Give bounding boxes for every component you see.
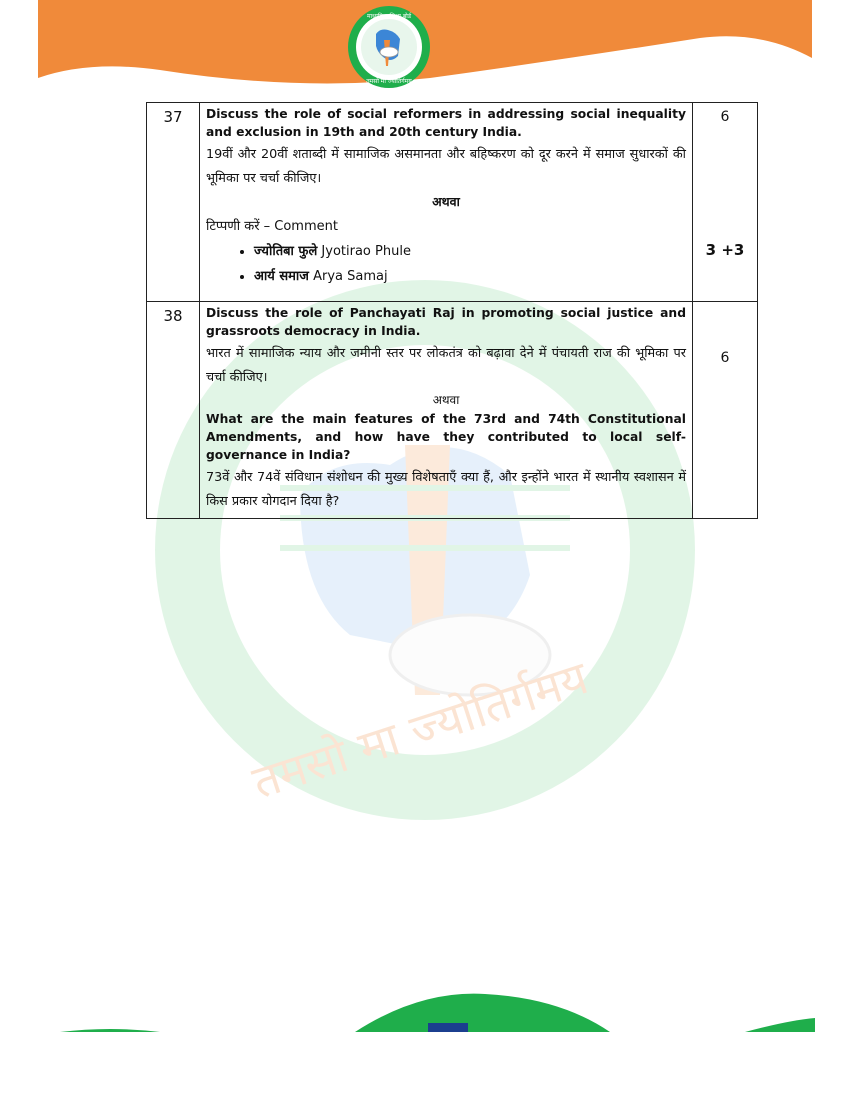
logo-bottom-text: तमसो मा ज्योतिर्गमय <box>366 78 412 85</box>
or-separator: अथवा <box>432 194 460 209</box>
topic-english: Arya Samaj <box>313 269 388 284</box>
marks-cell <box>693 302 758 519</box>
list-item <box>254 239 686 264</box>
question-body <box>200 103 693 302</box>
board-logo <box>346 4 432 90</box>
question-row <box>147 103 758 302</box>
marks-split-value: 3 +3 <box>705 241 745 259</box>
topic-hindi: आर्य समाज <box>254 269 309 284</box>
footer-green-band <box>0 990 850 1050</box>
watermark-motto: तमसो मा ज्योतिर्गमय <box>245 650 595 810</box>
question-text-hindi: 19वीं और 20वीं शताब्दी में सामाजिक असमानता और बहिष्करण को दूर करने में समाज सुधारकों की भूमिका पर चर्चा कीजिए। <box>206 147 686 186</box>
question-text-english: Discuss the role of social reformers in addressing social inequality and exclusion in 19th and 20th century India. <box>206 107 686 139</box>
alternate-question-hindi: 73वें और 74वें संविधान संशोधन की मुख्य विशेषताएँ क्या हैं, और इन्होंने भारत में स्थानीय स्वशासन में किस प्रकार योगदान दिया है? <box>206 470 686 509</box>
question-text-hindi: भारत में सामाजिक न्याय और जमीनी स्तर पर लोकतंत्र को बढ़ावा देने में पंचायती राज की भूमिका पर चर्चा कीजिए। <box>206 346 686 385</box>
comment-label: टिप्पणी करें – Comment <box>206 219 338 234</box>
question-body <box>200 302 693 519</box>
logo-top-text: माध्यमिक शिक्षा बोर्ड <box>366 13 412 20</box>
question-text-english: Discuss the role of Panchayati Raj in promoting social justice and grassroots democracy in India. <box>206 306 686 338</box>
marks-cell <box>693 103 758 302</box>
question-table <box>146 102 758 519</box>
question-row <box>147 302 758 519</box>
or-separator: अथवा <box>432 393 460 407</box>
marks-value: 6 <box>720 350 730 366</box>
alternate-question-english: What are the main features of the 73rd and 74th Constitutional Amendments, and how have they contributed to local self-governance in India? <box>206 412 686 462</box>
question-number: 38 <box>147 302 200 519</box>
topic-english: Jyotirao Phule <box>321 244 411 259</box>
question-number: 37 <box>147 103 200 302</box>
list-item <box>254 264 686 289</box>
comment-topics-list <box>206 239 686 289</box>
marks-value: 6 <box>720 109 730 125</box>
topic-hindi: ज्योतिबा फुले <box>254 244 318 259</box>
